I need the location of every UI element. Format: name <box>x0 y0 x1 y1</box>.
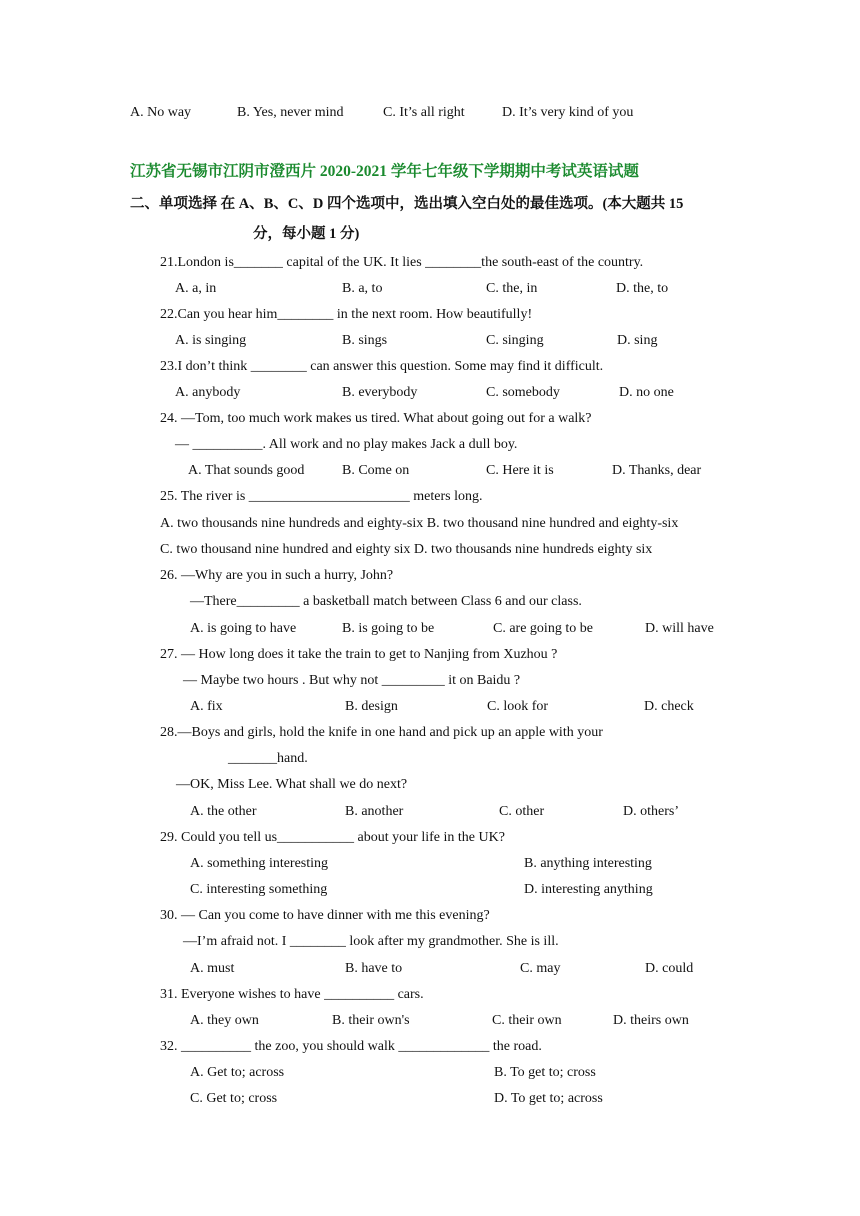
q24-option-d: D. Thanks, dear <box>612 463 702 478</box>
q28-option-a: A. the other <box>190 804 257 819</box>
q30-option-c: C. may <box>520 961 561 976</box>
section-heading-cont: 分，每小题 1 分) <box>253 226 360 242</box>
question-31-stem: 31. Everyone wishes to have __________ cars. <box>160 987 424 1002</box>
option-c: C. It’s all right <box>383 105 465 120</box>
q22-option-b: B. sings <box>342 333 388 348</box>
question-28-stem: 28.—Boys and girls, hold the knife in one hand and pick up an apple with your <box>160 725 603 740</box>
q26-option-a: A. is going to have <box>190 621 297 636</box>
q28-option-d: D. others’ <box>623 804 679 819</box>
q29-option-b: B. anything interesting <box>524 856 652 871</box>
q29-option-a: A. something interesting <box>190 856 329 871</box>
question-24-stem: 24. —Tom, too much work makes us tired. What about going out for a walk? <box>160 411 592 426</box>
q32-option-c: C. Get to; cross <box>190 1091 278 1106</box>
q21-option-c: C. the, in <box>486 281 538 296</box>
question-21-stem: 21.London is_______ capital of the UK. It lies ________the south-east of the country. <box>160 255 644 270</box>
q32-option-a: A. Get to; across <box>190 1065 285 1080</box>
q27-option-d: D. check <box>644 699 694 714</box>
q22-option-d: D. sing <box>617 333 658 348</box>
option-d: D. It’s very kind of you <box>502 105 634 120</box>
question-30-stem: 30. — Can you come to have dinner with me this evening? <box>160 908 490 923</box>
question-27-reply: — Maybe two hours . But why not _________ it on Baidu ? <box>183 673 521 688</box>
question-28-stem-cont: _______hand. <box>228 751 308 766</box>
q31-option-c: C. their own <box>492 1013 562 1028</box>
q28-option-c: C. other <box>499 804 545 819</box>
q31-option-b: B. their own's <box>332 1013 410 1028</box>
question-23-stem: 23.I don’t think ________ can answer this question. Some may find it difficult. <box>160 359 604 374</box>
q21-option-b: B. a, to <box>342 281 383 296</box>
question-32-stem: 32. __________ the zoo, you should walk _____________ the road. <box>160 1039 542 1054</box>
section-heading: 二、单项选择 在 A、B、C、D 四个选项中，选出填入空白处的最佳选项。(本大题共 15 <box>130 196 684 212</box>
q22-option-a: A. is singing <box>175 333 247 348</box>
question-24-reply: — __________. All work and no play makes Jack a dull boy. <box>175 437 518 452</box>
q32-option-d: D. To get to; across <box>494 1091 603 1106</box>
question-26-stem: 26. —Why are you in such a hurry, John? <box>160 568 394 583</box>
q31-option-d: D. theirs own <box>613 1013 689 1028</box>
q26-option-c: C. are going to be <box>493 621 593 636</box>
option-a: A. No way <box>130 105 192 120</box>
question-22-stem: 22.Can you hear him________ in the next room. How beautifully! <box>160 307 533 322</box>
q21-option-a: A. a, in <box>175 281 217 296</box>
q25-options-ab: A. two thousands nine hundreds and eighty-six B. two thousand nine hundred and eighty-six <box>160 516 679 531</box>
exam-title: 江苏省无锡市江阴市澄西片 2020-2021 学年七年级下学期期中考试英语试题 <box>130 163 639 180</box>
q24-option-c: C. Here it is <box>486 463 554 478</box>
question-25-stem: 25. The river is _______________________ meters long. <box>160 489 483 504</box>
q31-option-a: A. they own <box>190 1013 259 1028</box>
q32-option-b: B. To get to; cross <box>494 1065 596 1080</box>
q30-option-b: B. have to <box>345 961 403 976</box>
question-30-reply: —I’m afraid not. I ________ look after my grandmother. She is ill. <box>183 934 559 949</box>
q21-option-d: D. the, to <box>616 281 669 296</box>
q23-option-d: D. no one <box>619 385 674 400</box>
q30-option-a: A. must <box>190 961 235 976</box>
q29-option-d: D. interesting anything <box>524 882 653 897</box>
question-28-reply: —OK, Miss Lee. What shall we do next? <box>176 777 408 792</box>
q28-option-b: B. another <box>345 804 404 819</box>
question-27-stem: 27. — How long does it take the train to get to Nanjing from Xuzhou ? <box>160 647 558 662</box>
q27-option-a: A. fix <box>190 699 223 714</box>
q22-option-c: C. singing <box>486 333 544 348</box>
q27-option-c: C. look for <box>487 699 549 714</box>
question-26-reply: —There_________ a basketball match between Class 6 and our class. <box>190 594 582 609</box>
q30-option-d: D. could <box>645 961 694 976</box>
question-29-stem: 29. Could you tell us___________ about your life in the UK? <box>160 830 505 845</box>
q25-options-cd: C. two thousand nine hundred and eighty six D. two thousands nine hundreds eighty six <box>160 542 653 557</box>
q26-option-b: B. is going to be <box>342 621 435 636</box>
q29-option-c: C. interesting something <box>190 882 328 897</box>
q23-option-a: A. anybody <box>175 385 241 400</box>
q24-option-a: A. That sounds good <box>188 463 305 478</box>
option-b: B. Yes, never mind <box>237 105 344 120</box>
q27-option-b: B. design <box>345 699 398 714</box>
q23-option-b: B. everybody <box>342 385 418 400</box>
q23-option-c: C. somebody <box>486 385 560 400</box>
q26-option-d: D. will have <box>645 621 714 636</box>
q24-option-b: B. Come on <box>342 463 410 478</box>
